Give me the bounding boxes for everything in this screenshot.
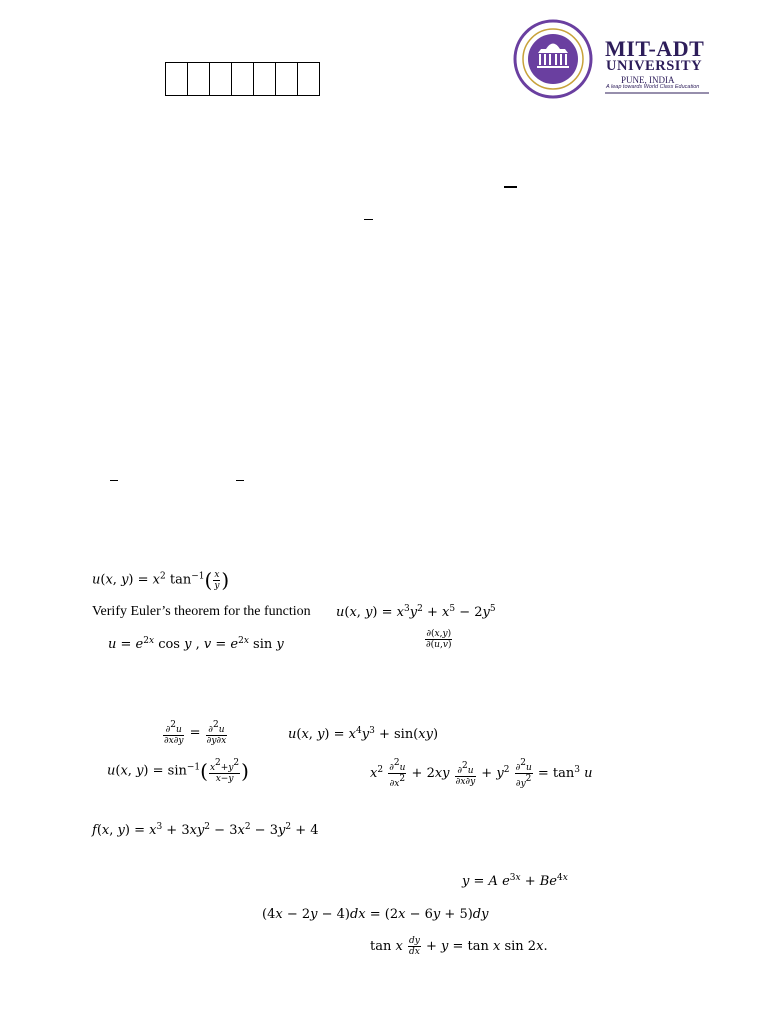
roll-number-box — [209, 62, 232, 96]
roll-number-box — [275, 62, 298, 96]
question-ode-solution: y = A $e^{3x} + Be^{4x}$ — [462, 873, 568, 889]
roll-number-box — [165, 62, 188, 96]
question-mixed-function: u(x, $y) = x^4y^3 + \sin(xy)$ — [288, 726, 439, 742]
question-tan-cubed-identity: $x^2$ $\frac{\partial^2u}{\partial x^2}$ + 2xy $\frac{\partial^2u}{\partial x\partial y}$ + $y^2$ $\frac{\partial^2u}{\partial y^2}$ = $\tan^3 u$ — [370, 758, 593, 789]
logo-place: PUNE, INDIA — [621, 75, 675, 85]
logo-tagline: A leap towards World Class Education — [606, 84, 700, 90]
question-sin-inverse: u(x, $y) = \sin^{-1}$( $\frac{x^2+y^2}{x-y}$ ) — [107, 758, 249, 784]
dash-mark — [364, 219, 373, 220]
question-jacobian-expression: $\frac{\partial(x,y)}{\partial(u,v)}$ — [426, 629, 452, 650]
roll-number-box — [231, 62, 254, 96]
question-euler-text: Verify Euler’s theorem for the function — [92, 604, 311, 619]
question-euler-function: u(x, $y) = x^3y^2 + x^5 - 2y^5$ — [336, 604, 496, 620]
dash-mark — [504, 186, 517, 188]
logo-university: UNIVERSITY — [606, 58, 703, 74]
roll-number-box — [297, 62, 320, 96]
question-exact-ode: (4x − 2y − 4)dx = (2x − 6y + 5)dy — [262, 907, 489, 922]
question-tan-inverse: u(x, $y) = x^2$ $\tan^{-1}$( $\frac{x}{y}$ ) — [92, 568, 230, 592]
logo-name: MIT-ADT — [605, 36, 705, 61]
question-extrema-function: f(x, $y) = x^3 + 3xy^2 - 3x^2 - 3y^2 + 4$ — [92, 822, 319, 838]
dash-mark — [236, 480, 244, 481]
roll-number-boxes — [165, 62, 320, 96]
question-jacobian-functions: $u = e^{2x}$ cos y , $v = e^{2x}$ sin y — [108, 636, 284, 652]
dash-mark — [110, 480, 118, 481]
question-mixed-partials: $\frac{\partial^2u}{\partial x\partial y}$ = $\frac{\partial^2u}{\partial y\partial x}$ — [164, 720, 227, 746]
roll-number-box — [253, 62, 276, 96]
question-linear-ode: tan x $\frac{dy}{dx}$ + y = tan x sin 2x. — [370, 936, 548, 957]
roll-number-box — [187, 62, 210, 96]
